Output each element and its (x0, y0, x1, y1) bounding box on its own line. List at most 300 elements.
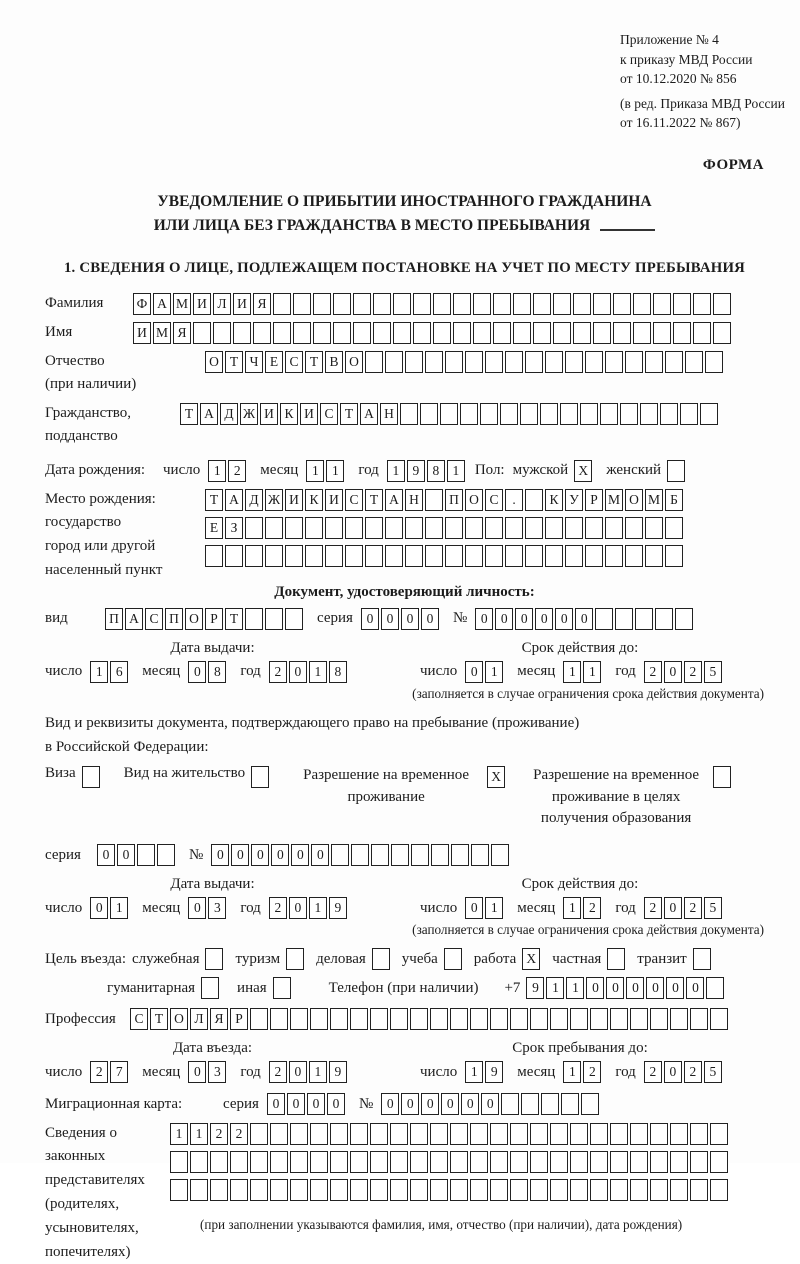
char-cell[interactable] (330, 1008, 348, 1030)
char-cell[interactable] (573, 322, 591, 344)
char-cell[interactable]: 0 (535, 608, 553, 630)
sex-male-checkbox[interactable]: X (574, 460, 592, 482)
char-cell[interactable] (590, 1151, 608, 1173)
char-cell[interactable] (473, 322, 491, 344)
char-cell[interactable]: 9 (407, 460, 425, 482)
char-cell[interactable]: Б (665, 489, 683, 511)
purpose-work-checkbox[interactable]: X (522, 948, 540, 970)
char-cell[interactable] (673, 322, 691, 344)
char-cell[interactable] (645, 545, 663, 567)
char-cell[interactable]: 1 (309, 1061, 327, 1083)
char-cell[interactable] (680, 403, 698, 425)
char-cell[interactable] (410, 1123, 428, 1145)
char-cell[interactable]: М (173, 293, 191, 315)
char-cell[interactable] (473, 293, 491, 315)
char-cell[interactable]: 0 (289, 1061, 307, 1083)
char-cell[interactable]: 2 (684, 897, 702, 919)
purpose-official-checkbox[interactable] (205, 948, 223, 970)
char-cell[interactable] (500, 403, 518, 425)
purpose-transit-checkbox[interactable] (693, 948, 711, 970)
char-cell[interactable] (670, 1151, 688, 1173)
char-cell[interactable] (645, 517, 663, 539)
char-cell[interactable]: Л (213, 293, 231, 315)
char-cell[interactable] (675, 608, 693, 630)
char-cell[interactable] (400, 403, 418, 425)
char-cell[interactable] (371, 844, 389, 866)
char-cell[interactable] (250, 1179, 268, 1201)
char-cell[interactable]: Д (220, 403, 238, 425)
char-cell[interactable] (553, 322, 571, 344)
char-cell[interactable] (451, 844, 469, 866)
char-cell[interactable] (425, 489, 443, 511)
char-cell[interactable]: О (625, 489, 643, 511)
char-cell[interactable] (450, 1123, 468, 1145)
char-cell[interactable]: И (285, 489, 303, 511)
char-cell[interactable] (250, 1151, 268, 1173)
char-cell[interactable] (570, 1179, 588, 1201)
temp-residence-checkbox[interactable]: X (487, 766, 505, 788)
char-cell[interactable] (310, 1123, 328, 1145)
char-cell[interactable] (561, 1093, 579, 1115)
char-cell[interactable] (530, 1179, 548, 1201)
char-cell[interactable]: М (645, 489, 663, 511)
char-cell[interactable] (600, 403, 618, 425)
char-cell[interactable] (333, 293, 351, 315)
char-cell[interactable]: А (153, 293, 171, 315)
char-cell[interactable]: Т (150, 1008, 168, 1030)
char-cell[interactable]: И (133, 322, 151, 344)
char-cell[interactable] (331, 844, 349, 866)
char-cell[interactable] (411, 844, 429, 866)
char-cell[interactable] (585, 545, 603, 567)
char-cell[interactable]: Н (380, 403, 398, 425)
char-cell[interactable]: 0 (475, 608, 493, 630)
char-cell[interactable] (706, 977, 724, 999)
char-cell[interactable] (265, 608, 283, 630)
char-cell[interactable]: С (320, 403, 338, 425)
char-cell[interactable] (350, 1123, 368, 1145)
char-cell[interactable] (550, 1179, 568, 1201)
char-cell[interactable] (350, 1179, 368, 1201)
char-cell[interactable] (431, 844, 449, 866)
char-cell[interactable] (625, 517, 643, 539)
char-cell[interactable] (433, 322, 451, 344)
char-cell[interactable] (213, 322, 231, 344)
char-cell[interactable] (613, 293, 631, 315)
char-cell[interactable]: . (505, 489, 523, 511)
char-cell[interactable]: Ж (265, 489, 283, 511)
char-cell[interactable] (670, 1008, 688, 1030)
char-cell[interactable] (590, 1179, 608, 1201)
char-cell[interactable]: 2 (269, 897, 287, 919)
char-cell[interactable]: О (170, 1008, 188, 1030)
char-cell[interactable]: 1 (485, 897, 503, 919)
char-cell[interactable] (385, 351, 403, 373)
char-cell[interactable]: 0 (664, 897, 682, 919)
char-cell[interactable]: 9 (485, 1061, 503, 1083)
char-cell[interactable] (685, 351, 703, 373)
char-cell[interactable]: Ф (133, 293, 151, 315)
char-cell[interactable]: О (185, 608, 203, 630)
char-cell[interactable] (190, 1179, 208, 1201)
char-cell[interactable]: 0 (381, 1093, 399, 1115)
char-cell[interactable] (640, 403, 658, 425)
char-cell[interactable] (560, 403, 578, 425)
char-cell[interactable] (665, 545, 683, 567)
char-cell[interactable] (655, 608, 673, 630)
char-cell[interactable] (673, 293, 691, 315)
char-cell[interactable] (230, 1179, 248, 1201)
char-cell[interactable]: К (305, 489, 323, 511)
char-cell[interactable]: С (145, 608, 163, 630)
char-cell[interactable]: 6 (110, 661, 128, 683)
char-cell[interactable] (410, 1179, 428, 1201)
char-cell[interactable] (690, 1008, 708, 1030)
char-cell[interactable] (525, 545, 543, 567)
char-cell[interactable] (265, 545, 283, 567)
char-cell[interactable]: И (325, 489, 343, 511)
sex-female-checkbox[interactable] (667, 460, 685, 482)
char-cell[interactable] (490, 1179, 508, 1201)
char-cell[interactable] (230, 1151, 248, 1173)
char-cell[interactable] (270, 1179, 288, 1201)
char-cell[interactable]: 0 (271, 844, 289, 866)
char-cell[interactable]: Д (245, 489, 263, 511)
char-cell[interactable] (610, 1123, 628, 1145)
char-cell[interactable]: 0 (117, 844, 135, 866)
char-cell[interactable] (193, 322, 211, 344)
char-cell[interactable] (285, 545, 303, 567)
char-cell[interactable]: 1 (190, 1123, 208, 1145)
char-cell[interactable]: 8 (329, 661, 347, 683)
char-cell[interactable]: 1 (465, 1061, 483, 1083)
char-cell[interactable] (650, 1008, 668, 1030)
char-cell[interactable] (525, 351, 543, 373)
char-cell[interactable] (525, 489, 543, 511)
char-cell[interactable] (325, 545, 343, 567)
char-cell[interactable] (520, 403, 538, 425)
char-cell[interactable]: Ж (240, 403, 258, 425)
char-cell[interactable] (453, 322, 471, 344)
char-cell[interactable] (210, 1179, 228, 1201)
char-cell[interactable] (690, 1151, 708, 1173)
char-cell[interactable]: 0 (515, 608, 533, 630)
char-cell[interactable] (290, 1008, 308, 1030)
char-cell[interactable]: А (385, 489, 403, 511)
char-cell[interactable] (510, 1151, 528, 1173)
char-cell[interactable] (670, 1123, 688, 1145)
char-cell[interactable] (465, 545, 483, 567)
char-cell[interactable] (713, 293, 731, 315)
char-cell[interactable] (410, 1008, 428, 1030)
char-cell[interactable] (393, 322, 411, 344)
char-cell[interactable] (310, 1151, 328, 1173)
char-cell[interactable] (545, 545, 563, 567)
char-cell[interactable]: 0 (311, 844, 329, 866)
char-cell[interactable] (385, 517, 403, 539)
char-cell[interactable]: 0 (495, 608, 513, 630)
purpose-tourism-checkbox[interactable] (286, 948, 304, 970)
char-cell[interactable] (205, 545, 223, 567)
char-cell[interactable] (433, 293, 451, 315)
char-cell[interactable]: Л (190, 1008, 208, 1030)
char-cell[interactable]: 1 (563, 661, 581, 683)
char-cell[interactable] (585, 351, 603, 373)
char-cell[interactable]: 0 (188, 1061, 206, 1083)
char-cell[interactable] (485, 545, 503, 567)
char-cell[interactable]: 0 (211, 844, 229, 866)
char-cell[interactable]: 0 (586, 977, 604, 999)
char-cell[interactable] (713, 322, 731, 344)
char-cell[interactable] (593, 322, 611, 344)
char-cell[interactable] (510, 1008, 528, 1030)
char-cell[interactable]: 1 (110, 897, 128, 919)
purpose-study-checkbox[interactable] (444, 948, 462, 970)
char-cell[interactable] (630, 1123, 648, 1145)
char-cell[interactable] (710, 1179, 728, 1201)
char-cell[interactable] (705, 351, 723, 373)
char-cell[interactable]: 0 (231, 844, 249, 866)
char-cell[interactable]: И (300, 403, 318, 425)
char-cell[interactable]: З (225, 517, 243, 539)
char-cell[interactable]: С (285, 351, 303, 373)
char-cell[interactable]: А (225, 489, 243, 511)
char-cell[interactable] (630, 1179, 648, 1201)
char-cell[interactable] (585, 517, 603, 539)
char-cell[interactable] (365, 545, 383, 567)
char-cell[interactable]: Т (365, 489, 383, 511)
char-cell[interactable] (370, 1151, 388, 1173)
char-cell[interactable]: 2 (583, 897, 601, 919)
char-cell[interactable] (530, 1151, 548, 1173)
char-cell[interactable] (545, 517, 563, 539)
char-cell[interactable] (373, 322, 391, 344)
char-cell[interactable] (573, 293, 591, 315)
char-cell[interactable] (445, 351, 463, 373)
char-cell[interactable]: Т (180, 403, 198, 425)
char-cell[interactable]: 0 (327, 1093, 345, 1115)
char-cell[interactable]: С (345, 489, 363, 511)
char-cell[interactable]: 0 (421, 608, 439, 630)
char-cell[interactable]: 1 (170, 1123, 188, 1145)
char-cell[interactable] (581, 1093, 599, 1115)
char-cell[interactable] (390, 1008, 408, 1030)
char-cell[interactable]: 0 (401, 1093, 419, 1115)
char-cell[interactable] (265, 517, 283, 539)
char-cell[interactable]: 2 (269, 661, 287, 683)
char-cell[interactable] (541, 1093, 559, 1115)
char-cell[interactable]: 3 (208, 1061, 226, 1083)
char-cell[interactable] (285, 517, 303, 539)
char-cell[interactable] (570, 1123, 588, 1145)
char-cell[interactable]: 0 (267, 1093, 285, 1115)
char-cell[interactable]: 0 (188, 661, 206, 683)
char-cell[interactable] (553, 293, 571, 315)
char-cell[interactable] (440, 403, 458, 425)
char-cell[interactable] (521, 1093, 539, 1115)
char-cell[interactable] (353, 322, 371, 344)
char-cell[interactable]: 0 (307, 1093, 325, 1115)
residence-permit-checkbox[interactable] (251, 766, 269, 788)
char-cell[interactable]: 0 (606, 977, 624, 999)
char-cell[interactable] (510, 1179, 528, 1201)
char-cell[interactable] (540, 403, 558, 425)
char-cell[interactable] (305, 517, 323, 539)
char-cell[interactable] (605, 545, 623, 567)
char-cell[interactable] (345, 517, 363, 539)
char-cell[interactable] (233, 322, 251, 344)
char-cell[interactable] (330, 1151, 348, 1173)
char-cell[interactable] (225, 545, 243, 567)
char-cell[interactable] (410, 1151, 428, 1173)
char-cell[interactable] (425, 545, 443, 567)
char-cell[interactable]: И (260, 403, 278, 425)
char-cell[interactable]: С (130, 1008, 148, 1030)
char-cell[interactable] (545, 351, 563, 373)
char-cell[interactable]: Т (225, 351, 243, 373)
char-cell[interactable] (390, 1123, 408, 1145)
char-cell[interactable] (313, 293, 331, 315)
char-cell[interactable] (505, 351, 523, 373)
char-cell[interactable]: Е (265, 351, 283, 373)
char-cell[interactable]: 2 (210, 1123, 228, 1145)
purpose-humanitarian-checkbox[interactable] (201, 977, 219, 999)
char-cell[interactable] (710, 1123, 728, 1145)
char-cell[interactable] (330, 1123, 348, 1145)
char-cell[interactable]: 5 (704, 897, 722, 919)
char-cell[interactable] (630, 1008, 648, 1030)
char-cell[interactable]: О (345, 351, 363, 373)
char-cell[interactable]: 0 (421, 1093, 439, 1115)
char-cell[interactable] (325, 517, 343, 539)
char-cell[interactable]: 2 (90, 1061, 108, 1083)
char-cell[interactable] (650, 1179, 668, 1201)
char-cell[interactable] (505, 545, 523, 567)
char-cell[interactable] (510, 1123, 528, 1145)
char-cell[interactable]: Ч (245, 351, 263, 373)
char-cell[interactable] (505, 517, 523, 539)
char-cell[interactable] (513, 322, 531, 344)
char-cell[interactable] (430, 1151, 448, 1173)
char-cell[interactable]: Т (340, 403, 358, 425)
char-cell[interactable] (533, 293, 551, 315)
char-cell[interactable]: 2 (230, 1123, 248, 1145)
char-cell[interactable] (430, 1179, 448, 1201)
char-cell[interactable] (605, 517, 623, 539)
char-cell[interactable]: 1 (485, 661, 503, 683)
char-cell[interactable]: М (605, 489, 623, 511)
char-cell[interactable] (480, 403, 498, 425)
char-cell[interactable] (630, 1151, 648, 1173)
char-cell[interactable]: И (233, 293, 251, 315)
char-cell[interactable] (310, 1008, 328, 1030)
char-cell[interactable] (653, 293, 671, 315)
char-cell[interactable] (253, 322, 271, 344)
char-cell[interactable]: 0 (465, 897, 483, 919)
char-cell[interactable]: 0 (289, 897, 307, 919)
char-cell[interactable] (290, 1151, 308, 1173)
char-cell[interactable]: 0 (90, 897, 108, 919)
char-cell[interactable]: 1 (563, 897, 581, 919)
char-cell[interactable] (670, 1179, 688, 1201)
char-cell[interactable]: М (153, 322, 171, 344)
char-cell[interactable] (157, 844, 175, 866)
char-cell[interactable] (273, 293, 291, 315)
char-cell[interactable]: Р (205, 608, 223, 630)
char-cell[interactable]: 0 (481, 1093, 499, 1115)
char-cell[interactable]: 7 (110, 1061, 128, 1083)
char-cell[interactable] (645, 351, 663, 373)
char-cell[interactable]: 0 (555, 608, 573, 630)
char-cell[interactable]: 1 (447, 460, 465, 482)
char-cell[interactable]: К (280, 403, 298, 425)
char-cell[interactable] (310, 1179, 328, 1201)
visa-checkbox[interactable] (82, 766, 100, 788)
char-cell[interactable]: 0 (188, 897, 206, 919)
char-cell[interactable] (365, 517, 383, 539)
char-cell[interactable] (625, 351, 643, 373)
char-cell[interactable]: 8 (208, 661, 226, 683)
char-cell[interactable] (700, 403, 718, 425)
char-cell[interactable] (425, 351, 443, 373)
char-cell[interactable] (565, 545, 583, 567)
char-cell[interactable]: И (193, 293, 211, 315)
char-cell[interactable]: 2 (644, 1061, 662, 1083)
char-cell[interactable] (485, 517, 503, 539)
char-cell[interactable] (450, 1151, 468, 1173)
char-cell[interactable] (350, 1151, 368, 1173)
char-cell[interactable]: 2 (684, 661, 702, 683)
char-cell[interactable] (245, 608, 263, 630)
char-cell[interactable]: 9 (526, 977, 544, 999)
char-cell[interactable] (653, 322, 671, 344)
char-cell[interactable] (690, 1123, 708, 1145)
char-cell[interactable]: 0 (441, 1093, 459, 1115)
char-cell[interactable]: 2 (228, 460, 246, 482)
char-cell[interactable]: 0 (287, 1093, 305, 1115)
char-cell[interactable] (293, 322, 311, 344)
char-cell[interactable] (610, 1151, 628, 1173)
char-cell[interactable] (530, 1008, 548, 1030)
char-cell[interactable] (333, 322, 351, 344)
char-cell[interactable]: Р (230, 1008, 248, 1030)
char-cell[interactable] (615, 608, 633, 630)
char-cell[interactable]: Т (225, 608, 243, 630)
char-cell[interactable] (430, 1123, 448, 1145)
char-cell[interactable] (465, 351, 483, 373)
char-cell[interactable]: В (325, 351, 343, 373)
char-cell[interactable]: 0 (381, 608, 399, 630)
char-cell[interactable] (570, 1151, 588, 1173)
char-cell[interactable] (270, 1008, 288, 1030)
char-cell[interactable] (405, 545, 423, 567)
char-cell[interactable] (273, 322, 291, 344)
char-cell[interactable]: Е (205, 517, 223, 539)
char-cell[interactable] (405, 517, 423, 539)
char-cell[interactable] (613, 322, 631, 344)
char-cell[interactable]: П (105, 608, 123, 630)
char-cell[interactable]: 0 (664, 661, 682, 683)
char-cell[interactable] (390, 1179, 408, 1201)
char-cell[interactable] (565, 351, 583, 373)
char-cell[interactable]: О (205, 351, 223, 373)
char-cell[interactable] (650, 1123, 668, 1145)
char-cell[interactable] (413, 322, 431, 344)
char-cell[interactable] (170, 1151, 188, 1173)
char-cell[interactable] (501, 1093, 519, 1115)
char-cell[interactable] (465, 517, 483, 539)
char-cell[interactable] (665, 517, 683, 539)
